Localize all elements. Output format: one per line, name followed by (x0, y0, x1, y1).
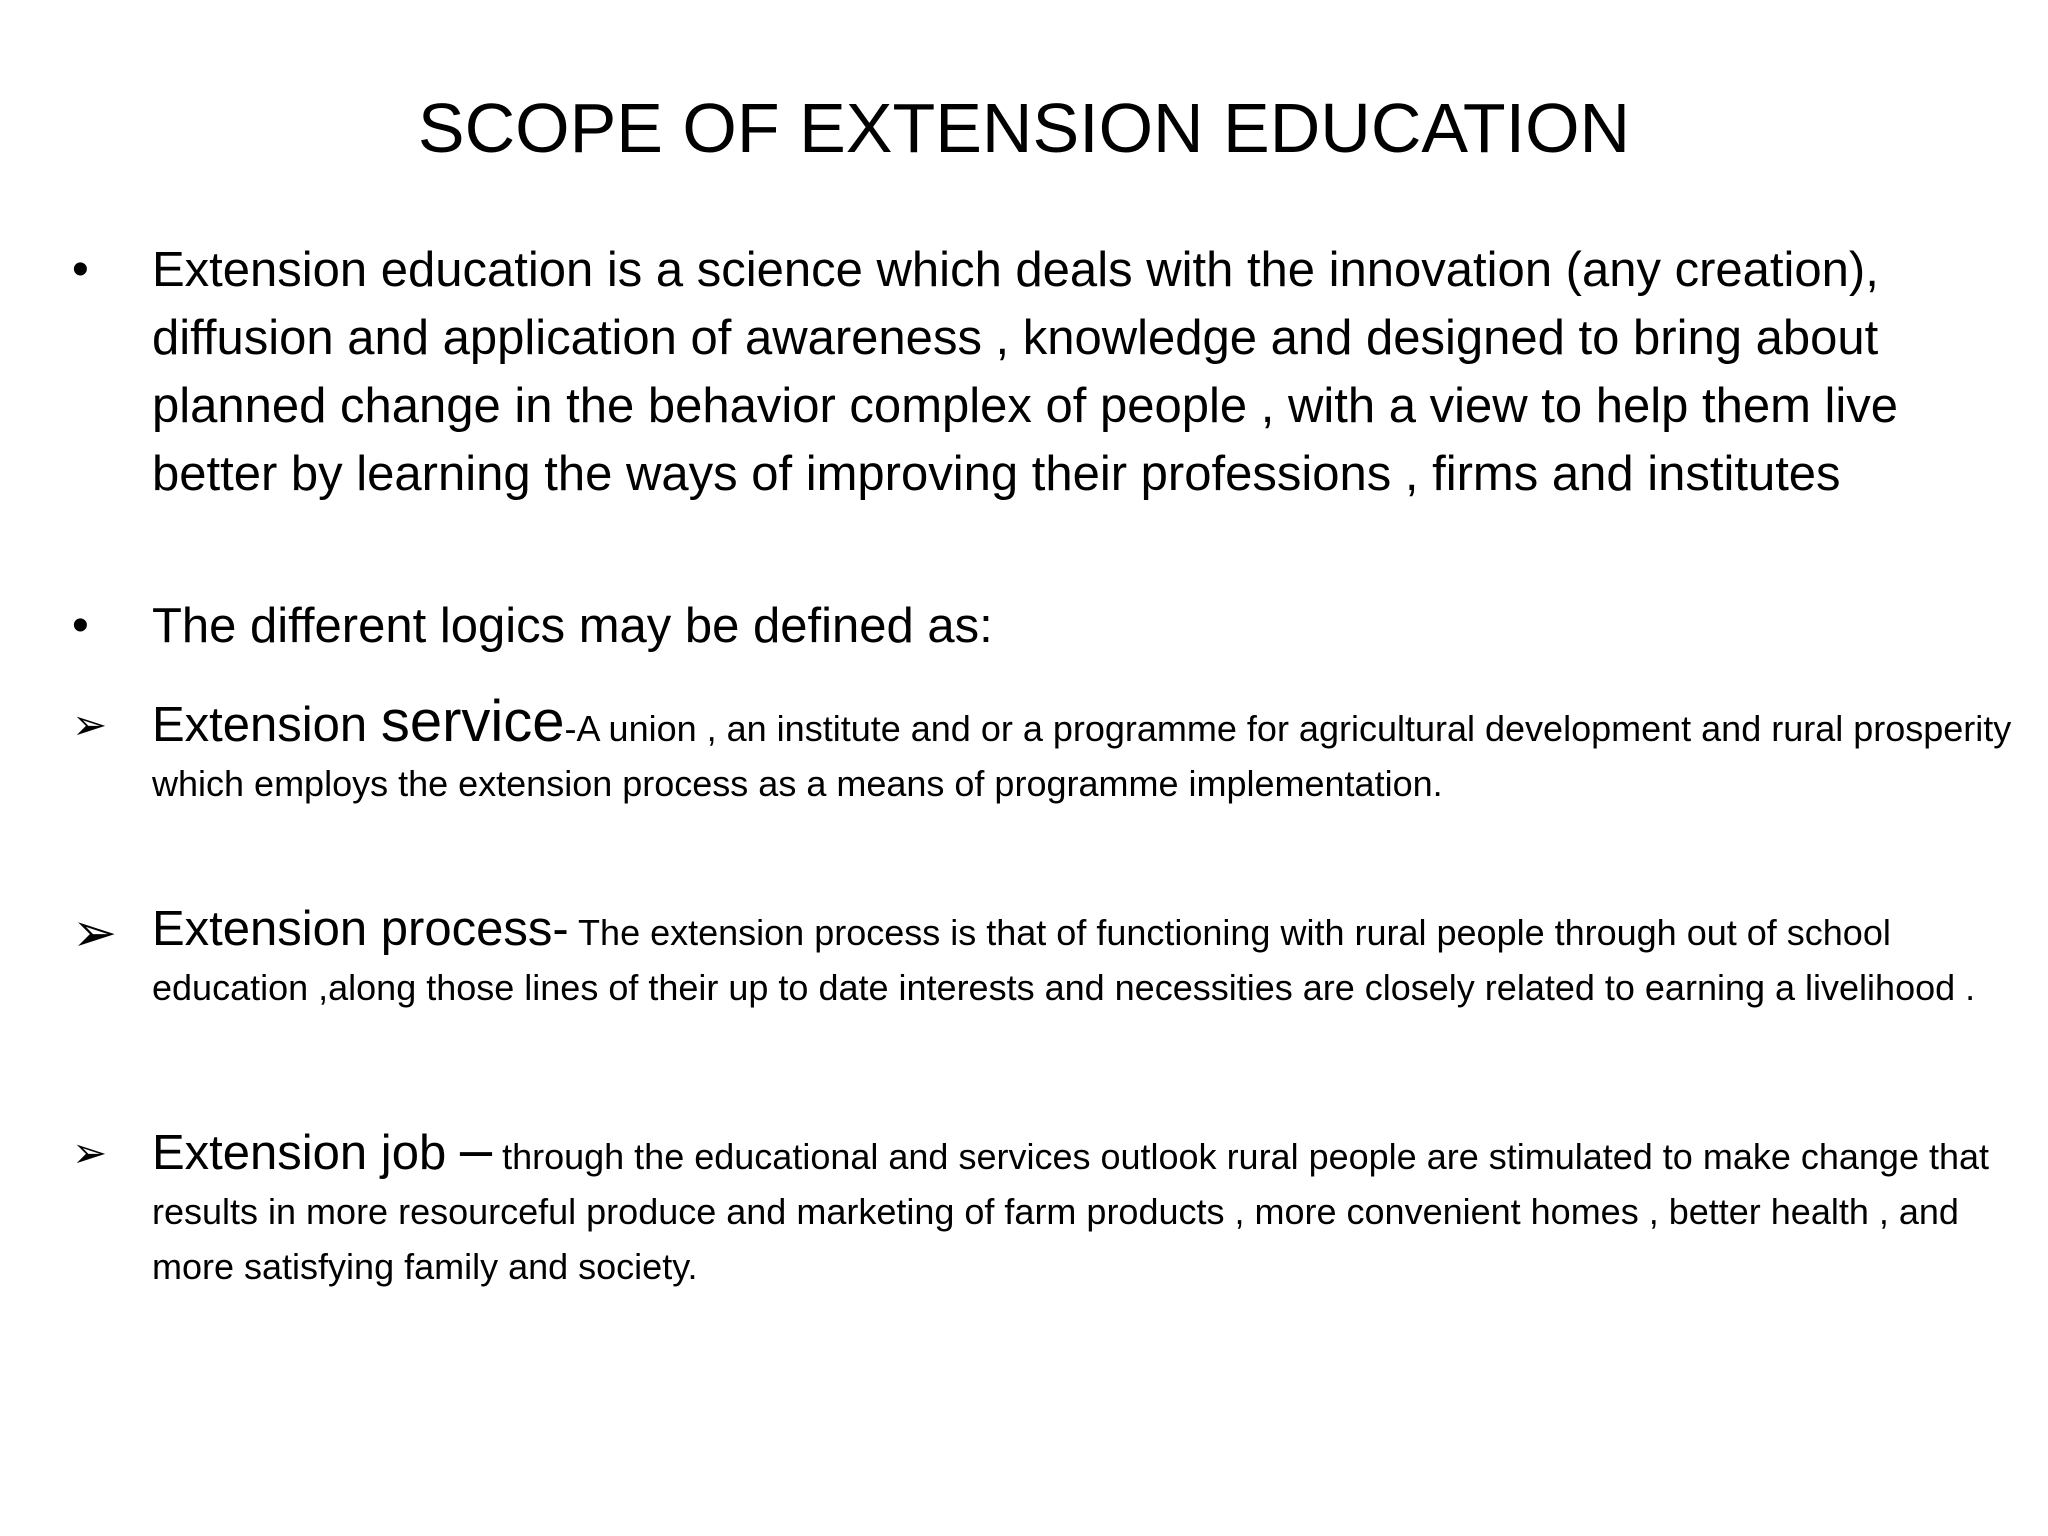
bullet-row (72, 902, 2012, 1015)
bullet-row (72, 236, 2012, 508)
definition-body: -A union , an institute and or a programme for agricultural development and rural prosperity which employs the extension process as a means of programme implementation. (152, 708, 2012, 804)
definition-body: The extension process is that of functioning with rural people through out of school education ,along those lines of their up to date interests and necessities are closely related to earning a livelihood . (152, 912, 1976, 1008)
definition-text (152, 689, 2012, 811)
bullet-text: Extension education is a science which deals with the innovation (any creation), diffusion and application of awareness , knowledge and designed to bring about planned change in the behavior complex of people , with a view to help them live better by learning the ways of improving their professions , firms and institutes (152, 243, 1899, 501)
definition-item-service (72, 689, 2012, 811)
arrow-bullet-icon: ➢ (72, 903, 118, 963)
bullet-dot-icon: • (72, 599, 89, 652)
definition-text (152, 1117, 2012, 1294)
definition-body: through the educational and services outlook rural people are stimulated to make change that results in more resourceful produce and marketing of farm products , more convenient homes , better health , and more satisfying family and society. (152, 1136, 1990, 1287)
bullet-item (72, 236, 2012, 508)
definition-item-process (72, 902, 2012, 1015)
definition-dash: – (459, 1117, 493, 1182)
bullet-row (72, 592, 2012, 660)
definition-text (152, 902, 2012, 1015)
definition-term: Extension process- (152, 902, 569, 956)
definition-term: Extension job (152, 1126, 460, 1180)
definition-item-job (72, 1117, 2012, 1294)
bullet-row (72, 689, 2012, 811)
bullet-row (72, 1117, 2012, 1294)
slide-title: SCOPE OF EXTENSION EDUCATION (417, 89, 1631, 167)
definition-term: Extension (152, 698, 381, 752)
arrow-bullet-icon: ➢ (72, 701, 108, 748)
bullet-text: The different logics may be defined as: (152, 599, 993, 653)
bullet-item (72, 592, 2012, 660)
arrow-bullet-icon: ➢ (72, 1129, 108, 1176)
bullet-dot-icon: • (72, 243, 89, 296)
definition-term-emphasis: service (380, 689, 565, 754)
